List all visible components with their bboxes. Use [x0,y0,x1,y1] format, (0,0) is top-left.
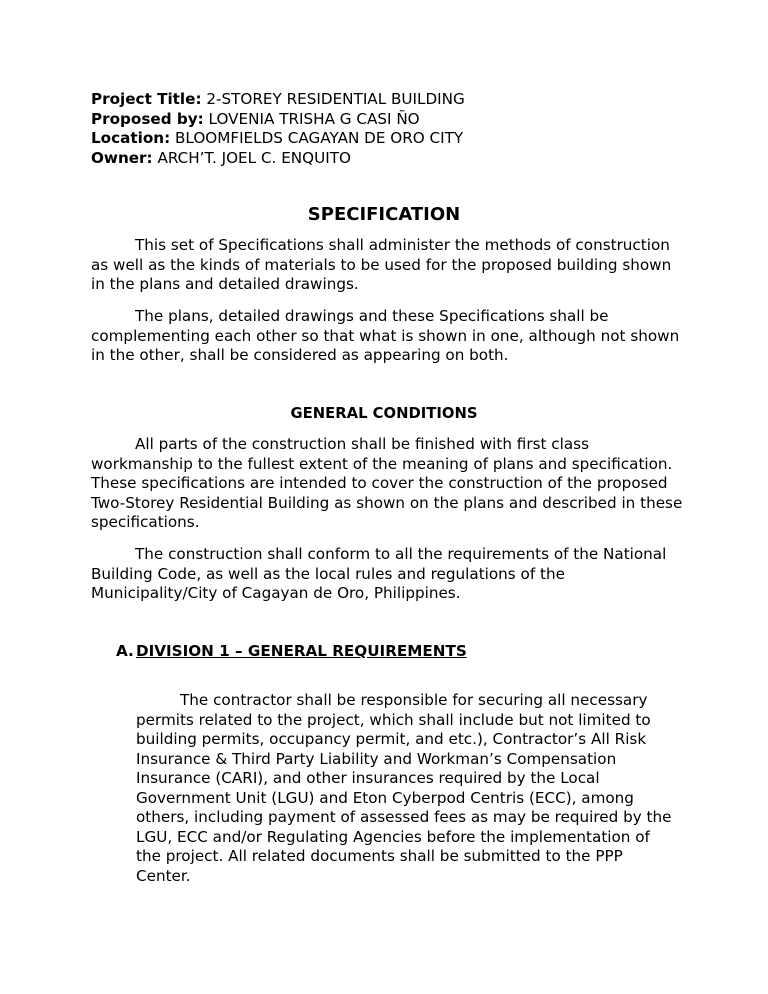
specification-title: SPECIFICATION [307,204,461,225]
division-1-paragraph: The contractor shall be responsible for securing all necessary permits related to the project, which shall include but not limited to building permits, occupancy permit, and etc.), Contractor’s All Risk Insurance & Third Party Liability and Workman’s Compensation Insurance (CARI), and other insurances required by the Local Government Unit (LGU) and Eton Cyberpod Centris (ECC), among others, including payment of assessed fees as may be required by the LGU, ECC and/or Regulating Agencies before the implementation of the project. All related documents shall be submitted to the PPP Center. [136,691,672,885]
general-conditions-paragraph-1: All parts of the construction shall be finished with first class workmanship to the fullest extent of the meaning of plans and specification. These specifications are intended to cover the construction of the proposed Two-Storey Residential Building as shown on the plans and described in these specifications. [91,435,683,531]
project-title-line [91,90,691,110]
owner-value: ARCH’T. JOEL C. ENQUITO [157,148,351,167]
project-title-label: Project Title: [91,90,202,108]
project-info [91,90,691,168]
proposed-by-line [91,110,691,130]
location-line [91,129,691,149]
division-1-letter: A. [116,642,134,660]
proposed-by-label: Proposed by: [91,109,204,128]
specification-paragraph-2: The plans, detailed drawings and these Specifications shall be complementing each other so that what is shown in one, although not shown in the other, shall be considered as appearing on both. [91,307,680,364]
general-conditions-paragraph-2: The construction shall conform to all the requirements of the National Building Code, as well as the local rules and regulations of the Municipality/City of Cagayan de Oro, Philippines. [91,545,667,602]
specification-paragraph-1: This set of Specifications shall administer the methods of construction as well as the kinds of materials to be used for the proposed building shown in the plans and detailed drawings. [91,236,672,293]
division-1-heading [116,642,467,662]
location-label: Location: [91,129,171,147]
proposed-by-value: LOVENIA TRISHA G CASI ÑO [208,109,420,128]
location-value: BLOOMFIELDS CAGAYAN DE ORO CITY [174,129,464,147]
project-title-value: 2-STOREY RESIDENTIAL BUILDING [206,90,465,108]
general-conditions-heading: GENERAL CONDITIONS [290,405,478,422]
owner-label: Owner: [91,148,153,167]
division-1-title: DIVISION 1 – GENERAL REQUIREMENTS [136,642,467,660]
owner-line [91,149,691,169]
